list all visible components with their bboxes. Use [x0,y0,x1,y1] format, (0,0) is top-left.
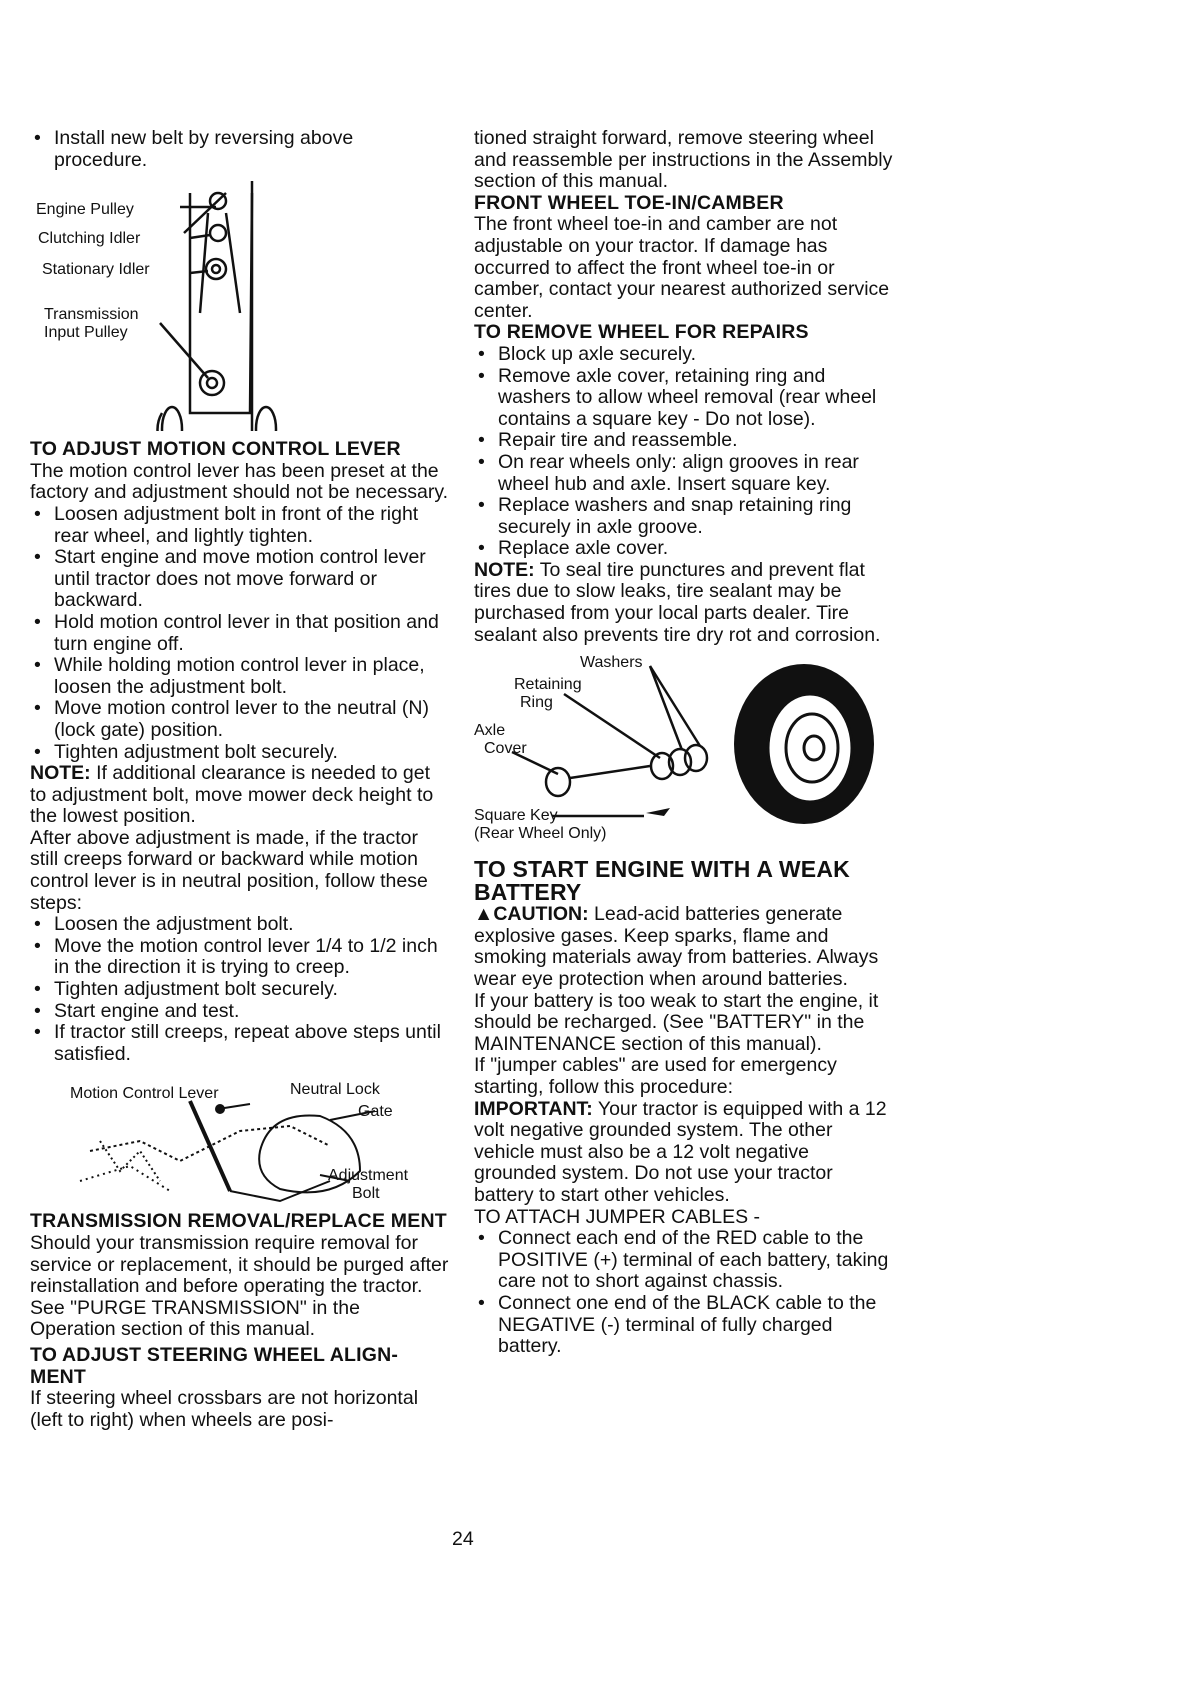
caution-text: Lead-acid batteries generate explosive gases. Keep sparks, flame and smoking materials away from batteries. Always wear eye protection when around batteries. [474,903,879,991]
transmission-label: Transmission [44,306,139,324]
note-paragraph [30,763,450,828]
left-column [30,128,450,1431]
sealant-note [474,560,894,646]
weak-battery-heading: TO START ENGINE WITH A WEAK BATTERY [474,856,850,906]
neutral-lock-label: Neutral Lock [290,1081,380,1099]
retaining-label: Retaining [514,676,582,694]
steering-continued-text: tioned straight forward, remove steering wheel and reassemble per instructions in the Assembly section of this manual. [474,127,893,193]
clutching-idler-label: Clutching Idler [38,230,141,248]
input-pulley-label: Input Pulley [44,324,128,342]
remove-bullet: • Replace axle cover. [474,538,894,560]
note-label: NOTE: [30,762,91,785]
adjustment-label: Adjustment [328,1167,409,1185]
step-bullet: • If tractor still creeps, repeat above steps until satisfied. [30,1022,450,1065]
motion-control-heading: TO ADJUST MOTION CONTROL LEVER [30,438,401,461]
step-bullet: • Move the motion control lever 1/4 to 1/2 inch in the direction it is trying to creep. [30,936,450,979]
stationary-idler-label: Stationary Idler [42,261,150,279]
belt-diagram [30,173,450,431]
remove-bullet: • Replace washers and snap retaining ring securely in axle groove. [474,495,894,538]
washers-label: Washers [580,654,643,672]
important-paragraph [474,1099,894,1207]
gate-label: Gate [358,1103,393,1121]
attach-bullet: • Connect each end of the RED cable to the POSITIVE (+) terminal of each battery, taking care not to short against chassis. [474,1228,894,1293]
transmission-text: Should your transmission require removal for service or replacement, it should be purged after reinstallation and before operating the tractor. See "PURGE TRANSMISSION" in the Operation section of this manual. [30,1232,449,1341]
motion-bullet: • While holding motion control lever in place, loosen the adjustment bolt. [30,655,450,698]
toe-camber-text: The front wheel toe-in and camber are not adjustable on your tractor. If damage has occurred to affect the front wheel toe-in or camber, contact your nearest authorized service center. [474,213,890,322]
remove-bullet: • On rear wheels only: align grooves in rear wheel hub and axle. Insert square key. [474,452,894,495]
step-bullet: • Start engine and test. [30,1001,450,1023]
important-text: Your tractor is equipped with a 12 volt negative grounded system. The other vehicle must also be a 12 volt negative grounded system. Do not use your tractor battery to start other vehicles. [474,1097,887,1206]
step-bullet: • Tighten adjustment bolt securely. [30,979,450,1001]
remove-bullet: • Repair tire and reassemble. [474,430,894,452]
motion-control-intro: The motion control lever has been preset at the factory and adjustment should not be necessary. [30,459,449,504]
attach-cables-heading: TO ATTACH JUMPER CABLES - [474,1205,761,1228]
steering-heading: TO ADJUST STEERING WHEEL ALIGN- MENT [30,1343,399,1388]
motion-bullet: • Tighten adjustment bolt securely. [30,742,450,764]
motion-bullet: • Loosen adjustment bolt in front of the right rear wheel, and lightly tighten. [30,504,450,547]
square-key-label: Square Key [474,807,558,825]
note-text: To seal tire punctures and prevent flat tires due to slow leaks, tire sealant may be purchased from your local parts dealer. Tire sealant also prevents tire dry rot and corrosion. [474,558,881,646]
page-number: 24 [452,1528,474,1550]
cover-label: Cover [484,740,527,758]
install-belt-bullet: • Install new belt by reversing above procedure. [30,128,450,171]
caution-label-text: CAUTION: [493,903,589,926]
remove-bullet: • Block up axle securely. [474,344,894,366]
step-bullet: • Loosen the adjustment bolt. [30,914,450,936]
caution-label [474,903,589,925]
axle-label: Axle [474,722,506,740]
toe-camber-heading: FRONT WHEEL TOE-IN/CAMBER [474,191,784,214]
note-text: If additional clearance is needed to get to adjustment bolt, move mower deck height to the lowest position. [30,762,434,828]
note-label: NOTE: [474,558,535,581]
after-adjustment-text: After above adjustment is made, if the tractor still creeps forward or backward while motion control lever is in neutral position, follow these steps: [30,826,428,914]
motion-bullet: • Move motion control lever to the neutral (N) (lock gate) position. [30,698,450,741]
bolt-label: Bolt [352,1185,380,1203]
ring-label: Ring [520,694,553,712]
right-column [474,128,894,1358]
important-label: IMPORTANT: [474,1097,593,1120]
motion-bullet: • Hold motion control lever in that position and turn engine off. [30,612,450,655]
motion-control-lever-label: Motion Control Lever [70,1085,219,1103]
motion-lever-diagram [30,1071,450,1203]
warning-triangle-icon: ▲ [474,903,494,926]
transmission-heading: TRANSMISSION REMOVAL/REPLACE MENT [30,1210,447,1233]
jumper-text: If "jumper cables" are used for emergency starting, follow this procedure: [474,1054,837,1098]
caution-paragraph [474,904,894,990]
attach-bullet: • Connect one end of the BLACK cable to the NEGATIVE (-) terminal of fully charged battery. [474,1293,894,1358]
motion-bullet: • Start engine and move motion control lever until tractor does not move forward or backward. [30,547,450,612]
rear-wheel-only-label: (Rear Wheel Only) [474,825,607,843]
steering-text: If steering wheel crossbars are not horizontal (left to right) when wheels are posi- [30,1387,419,1431]
engine-pulley-label: Engine Pulley [36,201,134,219]
remove-bullet: • Remove axle cover, retaining ring and washers to allow wheel removal (rear wheel contains a square key - Do not lose). [474,366,894,431]
remove-wheel-heading: TO REMOVE WHEEL FOR REPAIRS [474,321,809,344]
weak-battery-text: If your battery is too weak to start the engine, it should be recharged. (See "BATTERY" in the MAINTENANCE section of this manual). [474,989,879,1055]
wheel-diagram [474,654,894,850]
